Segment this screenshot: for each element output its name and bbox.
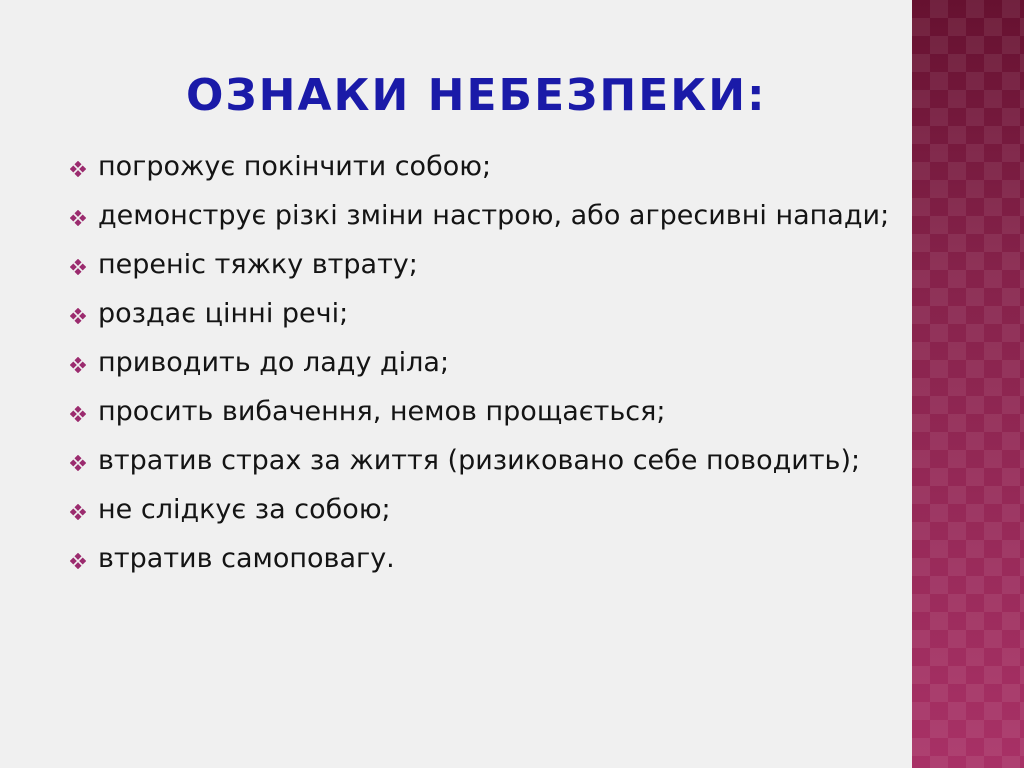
bullet-text: не слідкує за собою; [98,494,391,525]
bullet-text: переніс тяжку втрату; [98,249,418,280]
bullet-text: просить вибачення, немов прощається; [98,396,666,427]
bullet-text: демонструє різкі зміни настрою, або агресивні напади; [98,200,890,231]
bullet-text: втратив страх за життя (ризиковано себе поводить); [98,445,861,476]
bullet-item [68,493,898,527]
bullet-item [68,395,898,429]
bullet-item [68,444,898,478]
diamond-bullet-icon [70,406,86,422]
bullet-text: приводить до ладу діла; [98,347,450,378]
decorative-side-panel [912,0,1024,768]
diamond-bullet-icon [70,357,86,373]
diamond-bullet-icon [70,259,86,275]
bullet-text: роздає цінні речі; [98,298,349,329]
bullet-item [68,199,898,233]
diamond-bullet-icon [70,161,86,177]
diamond-bullet-icon [70,455,86,471]
bullet-text: погрожує покінчити собою; [98,151,492,182]
slide-title: ОЗНАКИ НЕБЕЗПЕКИ: [186,70,767,121]
diamond-bullet-icon [70,308,86,324]
diamond-bullet-icon [70,553,86,569]
bullet-item [68,150,898,184]
diamond-bullet-icon [70,210,86,226]
bullet-list [68,150,898,591]
bullet-item [68,346,898,380]
bullet-text: втратив самоповагу. [98,543,395,574]
diamond-bullet-icon [70,504,86,520]
bullet-item [68,248,898,282]
bullet-item [68,297,898,331]
bullet-item [68,542,898,576]
